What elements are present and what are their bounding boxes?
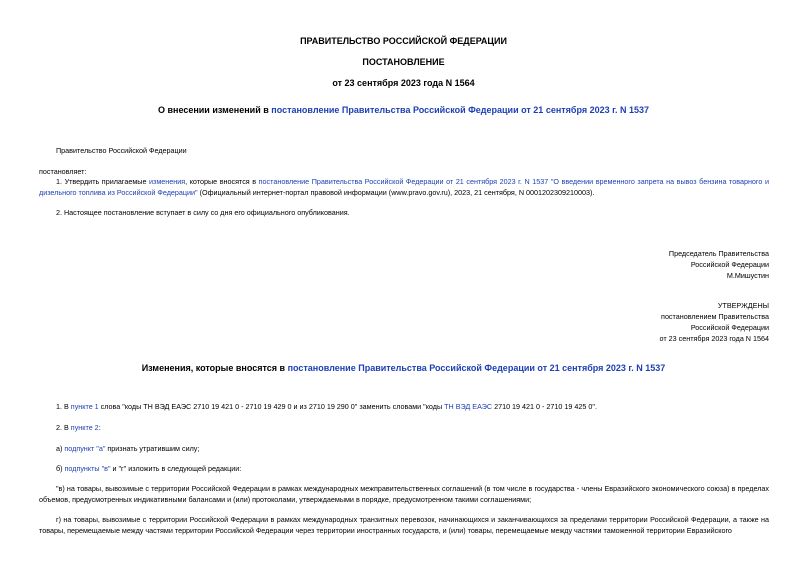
signature-line-1: Председатель Правительства xyxy=(668,249,769,258)
government-label: Правительство Российской Федерации xyxy=(56,146,187,155)
org-title: ПРАВИТЕЛЬСТВО РОССИЙСКОЙ ФЕДЕРАЦИИ xyxy=(300,36,507,46)
change-item-b: б) подпункты "в" и "г" изложить в следующей редакции: xyxy=(56,464,242,473)
change-item-2: 2. В пункте 2: xyxy=(56,423,101,432)
paragraph-2: 2. Настоящее постановление вступает в силу со дня его официального опубликования. xyxy=(56,208,350,217)
change-item-1: 1. В пункте 1 слова "коды ТН ВЭД ЕАЭС 2710 19 421 0 - 2710 19 429 0 и из 2710 19 290 0" заменить словами "коды ТН ВЭД ЕАЭС 2710 19 421 0 - 2710 19 425 0". xyxy=(56,402,597,411)
quoted-subpoint-v: "в) на товары, вывозимые с территории Российской Федерации в рамках международных межправительственных соглашений (в том числе в государства - члены Евразийского экономического союза) в пределах объемов, предусмотренных индикативными балансами и (или) протоколами, утверждаемыми в порядке, предусмотренном такими соглашениями; xyxy=(39,484,769,504)
approved-line-2: постановлением Правительства xyxy=(661,312,769,321)
signature-line-3: М.Мишустин xyxy=(726,271,769,280)
doc-title xyxy=(0,105,807,115)
resolution-1537-link[interactable]: постановление Правительства Российской Федерации от 21 сентября 2023 г. N 1537 "О введении временного запрета на вывоз бензина товарного и дизельного топлива из Российской Федерации" xyxy=(39,177,769,197)
changes-title: Изменения, которые вносятся в постановление Правительства Российской Федерации от 21 сентября 2023 г. N 1537 xyxy=(141,363,666,373)
decrees-label: постановляет: xyxy=(39,167,87,176)
changes-title-link[interactable]: постановление Правительства Российской Федерации от 21 сентября 2023 г. N 1537 xyxy=(287,363,666,373)
approved-line-4: от 23 сентября 2023 года N 1564 xyxy=(659,334,769,343)
paragraph-1: 1. Утвердить прилагаемые изменения, которые вносятся в постановление Правительства Российской Федерации от 21 сентября 2023 г. N 1537 "О введении временного запрета на вывоз бензина товарного и дизельного топлива из Российской Федерации" (Официальный интернет-портал правовой информации (www.pravo.gov.ru), 2023, 21 сентября, N 0001202309210003). xyxy=(39,177,769,197)
point-1-link[interactable]: пункте 1 xyxy=(70,402,99,411)
doc-type: ПОСТАНОВЛЕНИЕ xyxy=(362,57,445,67)
signature-line-2: Российской Федерации xyxy=(690,260,769,269)
approved-line-1: УТВЕРЖДЕНЫ xyxy=(717,301,769,310)
doc-title-link[interactable]: постановление Правительства Российской Федерации от 21 сентября 2023 г. N 1537 xyxy=(271,105,650,115)
point-2-link[interactable]: пункте 2 xyxy=(70,423,99,432)
subpoints-v-link[interactable]: подпункты "в" xyxy=(64,464,111,473)
doc-title-text: О внесении изменений в xyxy=(157,105,272,115)
changes-link[interactable]: изменения xyxy=(149,177,186,186)
approved-line-3: Российской Федерации xyxy=(690,323,769,332)
tnved-link[interactable]: ТН ВЭД ЕАЭС xyxy=(444,402,493,411)
doc-date-number: от 23 сентября 2023 года N 1564 xyxy=(332,78,475,88)
subpoint-a-link[interactable]: подпункт "а" xyxy=(64,444,106,453)
quoted-subpoint-g: г) на товары, вывозимые с территории Российской Федерации в рамках международных транзитных перевозок, начинающихся и заканчивающихся за пределами территории Российской Федерации, а также на товары, перемещаемые между частями территории Российской Федерации через территории иностранных государств, и (или) товары, перемещаемые между частями таможенной территории Евразийского xyxy=(39,515,769,535)
change-item-a: а) подпункт "а" признать утратившим силу; xyxy=(56,444,200,453)
